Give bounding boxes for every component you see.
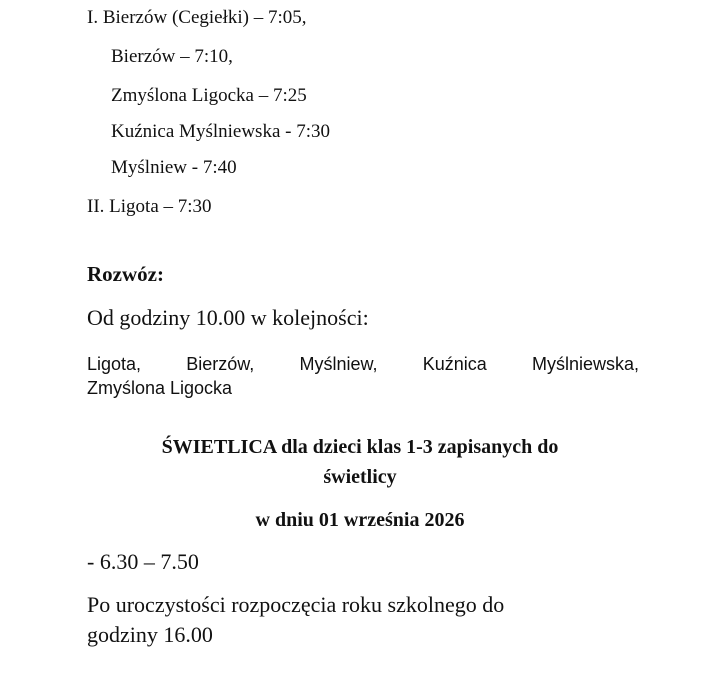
route-stop-1	[87, 7, 307, 29]
rozwoz-order-word: Myślniewska,	[531, 354, 639, 374]
rozwoz-intro: Od godziny 10.00 w kolejności:	[87, 305, 369, 330]
swietlica-title-line-2: świetlicy	[323, 466, 397, 488]
route-stop-5: Myślniew - 7:40	[111, 157, 237, 178]
route-stop-1-text: Bierzów (Cegiełki) – 7:05,	[102, 7, 307, 28]
rozwoz-order-word: Myślniew,	[299, 354, 378, 374]
swietlica-date: w dniu 01 września 2026	[255, 509, 465, 531]
route-stop-4: Kuźnica Myślniewska - 7:30	[111, 121, 330, 142]
swietlica-after-line-1: Po uroczystości rozpoczęcia roku szkolnego do	[87, 592, 505, 617]
swietlica-hours: - 6.30 – 7.50	[87, 549, 199, 574]
rozwoz-order-line-1	[87, 352, 639, 376]
rozwoz-heading: Rozwóz:	[87, 262, 164, 286]
route-group-1-label: I.	[87, 7, 99, 28]
route-stop-6	[87, 196, 212, 218]
rozwoz-order-line-2: Zmyślona Ligocka	[87, 378, 233, 398]
rozwoz-order-word: Bierzów,	[186, 354, 255, 374]
rozwoz-order-word: Ligota,	[87, 354, 142, 374]
swietlica-title-line-1: ŚWIETLICA dla dzieci klas 1-3 zapisanych do	[161, 436, 559, 458]
route-stop-6-text: Ligota – 7:30	[109, 196, 212, 217]
route-stop-3: Zmyślona Ligocka – 7:25	[111, 85, 307, 106]
route-group-2-label: II.	[87, 196, 105, 217]
rozwoz-order	[87, 352, 639, 400]
rozwoz-order-word: Kuźnica	[422, 354, 487, 374]
swietlica-after-line-2: godziny 16.00	[87, 622, 213, 647]
route-stop-2: Bierzów – 7:10,	[111, 46, 233, 67]
